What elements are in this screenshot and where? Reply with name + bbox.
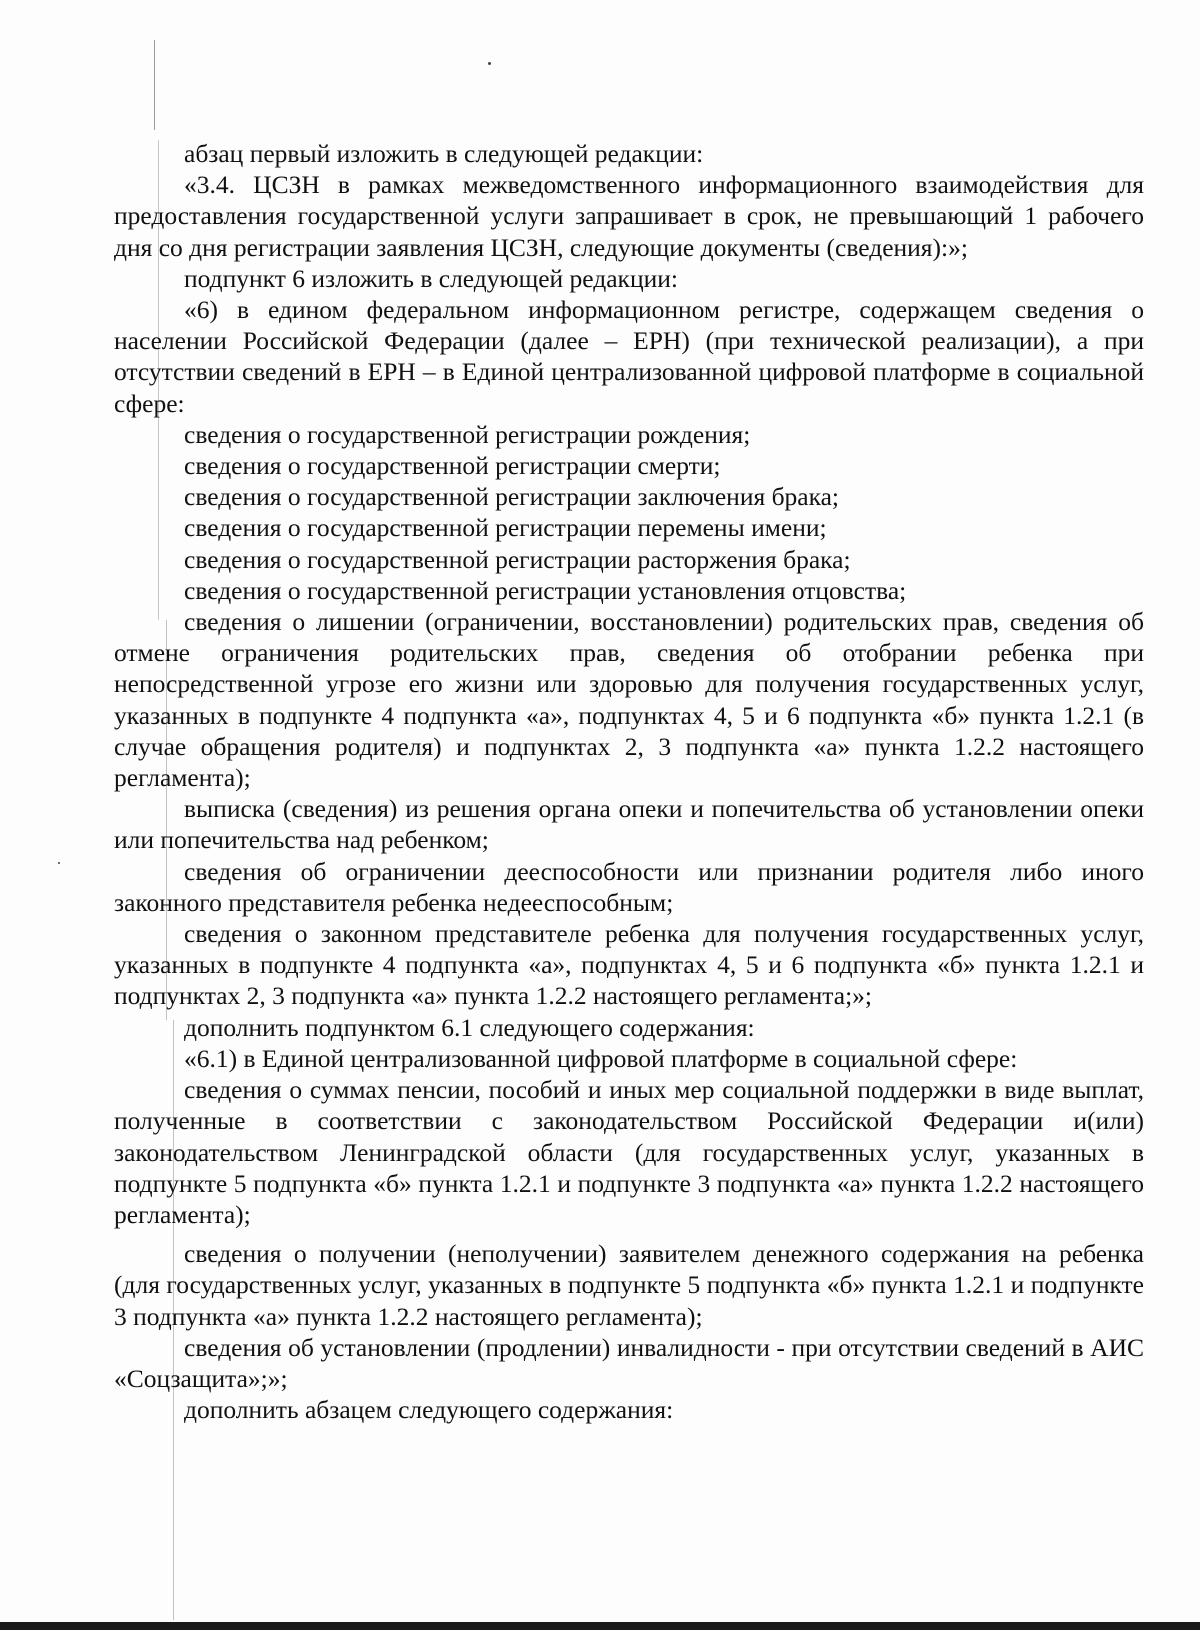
paragraph-7: сведения о государственной регистрации заключения брака; bbox=[184, 482, 840, 512]
paragraph-18: сведения о получении (неполучении) заявителем денежного содержания на ребенка (для государственных услуг, указанных в подпункте 5 подпункта «б» пункта 1.2.1 и подпункте 3 подпункта «а» пункта 1.2.2 настоящего регламента); bbox=[114, 1239, 1144, 1331]
scan-bottom-edge bbox=[0, 1622, 1200, 1630]
paragraph-6: сведения о государственной регистрации смерти; bbox=[184, 451, 721, 481]
scan-speck bbox=[58, 862, 60, 864]
paragraph-16: «6.1) в Единой централизованной цифровой платформе в социальной сфере: bbox=[184, 1043, 1018, 1073]
paragraph-19: сведения об установлении (продлении) инвалидности - при отсутствии сведений в АИС «Соцзащита»;»; bbox=[114, 1332, 1144, 1393]
scan-speck bbox=[488, 62, 491, 65]
paragraph-11: сведения о лишении (ограничении, восстановлении) родительских прав, сведения об отмене ограничения родительских прав, сведения об отобрании ребенка при непосредственной угрозе его жизни или здоровью для получения государственных услуг, указанных в подпункте 4 подпункта «а», подпунктах 4, 5 и 6 подпункта «б» пункта 1.2.1 (в случае обращения родителя) и подпунктах 2, 3 подпункта «а» пункта 1.2.2 настоящего регламента); bbox=[114, 607, 1144, 793]
paragraph-13: сведения об ограничении дееспособности или признании родителя либо иного законного представителя ребенка недееспособным; bbox=[114, 856, 1144, 917]
paragraph-20: дополнить абзацем следующего содержания: bbox=[184, 1395, 674, 1425]
paragraph-10: сведения о государственной регистрации установления отцовства; bbox=[184, 575, 907, 605]
paragraph-9: сведения о государственной регистрации расторжения брака; bbox=[184, 544, 851, 574]
scan-artifact-line bbox=[154, 40, 155, 130]
paragraph-14: сведения о законном представителе ребенка для получения государственных услуг, указанных в подпункте 4 подпункта «а», подпунктах 4, 5 и 6 подпункта «б» пункта 1.2.1 и подпунктах 2, 3 подпункта «а» пункта 1.2.2 настоящего регламента;»; bbox=[114, 919, 1144, 1011]
paragraph-8: сведения о государственной регистрации перемены имени; bbox=[184, 513, 827, 543]
paragraph-17: сведения о суммах пенсии, пособий и иных мер социальной поддержки в виде выплат, полученные в соответствии с законодательством Российской Федерации и(или) законодательством Ленинградской области (для государственных услуг, указанных в подпункте 5 подпункта «б» пункта 1.2.1 и подпункте 3 подпункта «а» пункта 1.2.2 настоящего регламента); bbox=[114, 1075, 1144, 1229]
paragraph-4: «6) в едином федеральном информационном регистре, содержащем сведения о населении Российской Федерации (далее – ЕРН) (при технической реализации), а при отсутствии сведений в ЕРН – в Единой централизованной цифровой платформе в социальной сфере: bbox=[114, 295, 1144, 418]
paragraph-15: дополнить подпунктом 6.1 следующего содержания: bbox=[184, 1012, 755, 1042]
paragraph-2: «3.4. ЦСЗН в рамках межведомственного информационного взаимодействия для предоставления государственной услуги запрашивает в срок, не превышающий 1 рабочего дня со дня регистрации заявления ЦСЗН, следующие документы (сведения):»; bbox=[114, 170, 1144, 262]
paragraph-5: сведения о государственной регистрации рождения; bbox=[184, 419, 751, 449]
paragraph-12: выписка (сведения) из решения органа опеки и попечительства об установлении опеки или попечительства над ребенком; bbox=[114, 794, 1144, 855]
paragraph-1: абзац первый изложить в следующей редакции: bbox=[184, 139, 704, 168]
document-body bbox=[114, 138, 1144, 1425]
paragraph-3: подпункт 6 изложить в следующей редакции: bbox=[184, 263, 678, 293]
